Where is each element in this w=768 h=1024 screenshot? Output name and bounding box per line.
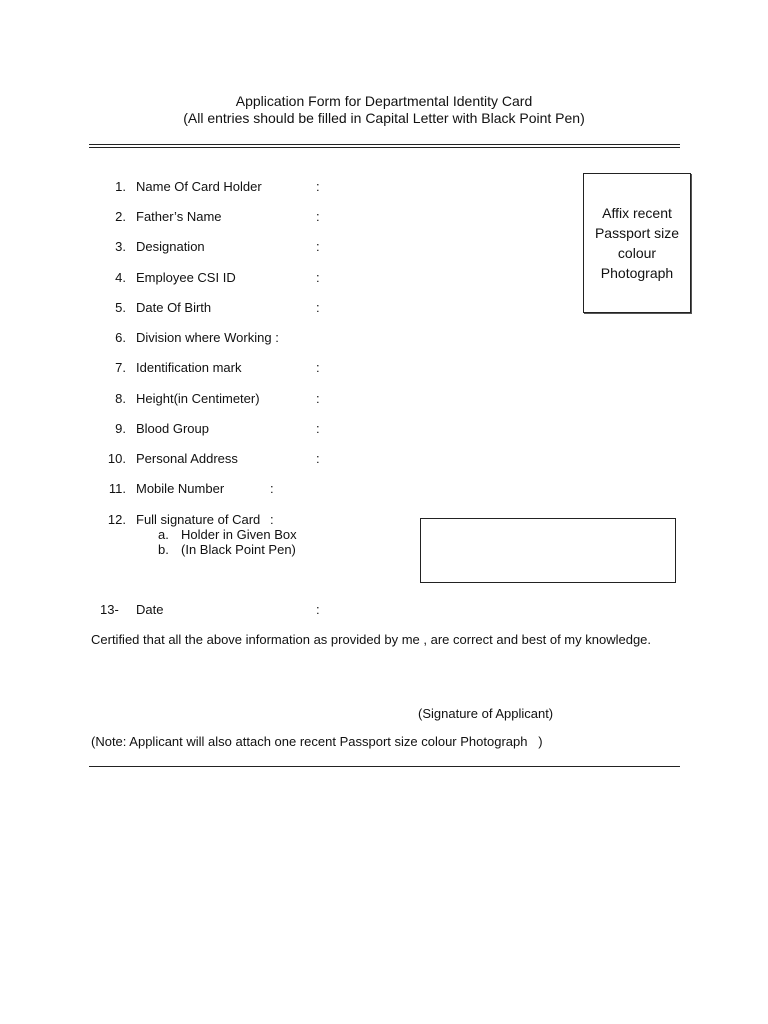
field-colon: :	[316, 209, 320, 224]
signature-caption: (Signature of Applicant)	[418, 706, 554, 721]
field-label: Employee CSI ID	[136, 270, 236, 285]
field-number: 5.	[115, 300, 126, 315]
field-colon: :	[316, 602, 320, 617]
field-colon: :	[316, 179, 320, 194]
field-label: Date	[136, 602, 164, 617]
header-rule-top	[89, 144, 680, 145]
field-number: 3.	[115, 239, 126, 254]
attachment-note: (Note: Applicant will also attach one recent Passport size colour Photograph )	[91, 734, 543, 749]
subitem-marker: a.	[158, 527, 169, 542]
field-number: 7.	[115, 360, 126, 375]
field-label: Personal Address	[136, 451, 238, 466]
photo-box-line: Affix recent	[602, 205, 672, 221]
field-colon: :	[316, 360, 320, 375]
field-colon: :	[316, 391, 320, 406]
signature-box[interactable]	[420, 518, 676, 583]
header-rule-bottom	[89, 147, 680, 148]
photo-box	[583, 173, 691, 313]
subitem-text: (In Black Point Pen)	[181, 542, 296, 557]
field-label: Division where Working :	[136, 330, 279, 345]
certification-statement: Certified that all the above information as provided by me , are correct and best of my knowledge.	[91, 632, 652, 647]
field-number: 13-	[100, 602, 119, 617]
field-number: 9.	[115, 421, 126, 436]
footer-rule	[89, 766, 680, 767]
form-subtitle: (All entries should be filled in Capital Letter with Black Point Pen)	[183, 110, 585, 126]
field-number: 6.	[115, 330, 126, 345]
field-label: Full signature of Card	[136, 512, 261, 527]
field-label: Date Of Birth	[136, 300, 212, 315]
field-label: Height(in Centimeter)	[136, 391, 260, 406]
field-colon: :	[316, 270, 320, 285]
field-number: 11.	[108, 481, 126, 496]
form-title: Application Form for Departmental Identity Card	[235, 93, 533, 109]
field-label: Name Of Card Holder	[136, 179, 262, 194]
photo-box-line: Passport size	[594, 225, 680, 241]
field-colon: :	[316, 239, 320, 254]
field-colon: :	[316, 421, 320, 436]
field-label: Blood Group	[136, 421, 209, 436]
photo-box-line: colour	[617, 245, 657, 261]
field-number: 12.	[107, 512, 126, 527]
field-colon: :	[270, 481, 274, 496]
field-colon: :	[270, 512, 274, 527]
field-label: Mobile Number	[136, 481, 225, 496]
subitem-marker: b.	[158, 542, 169, 557]
field-colon: :	[316, 451, 320, 466]
photo-box-line: Photograph	[600, 265, 674, 281]
field-label: Designation	[136, 239, 205, 254]
field-number: 4.	[115, 270, 126, 285]
field-number: 2.	[115, 209, 126, 224]
field-number: 1.	[115, 179, 126, 194]
field-colon: :	[316, 300, 320, 315]
field-label: Identification mark	[136, 360, 242, 375]
field-label: Father’s Name	[136, 209, 222, 224]
field-number: 8.	[115, 391, 126, 406]
field-number: 10.	[107, 451, 126, 466]
subitem-text: Holder in Given Box	[181, 527, 297, 542]
